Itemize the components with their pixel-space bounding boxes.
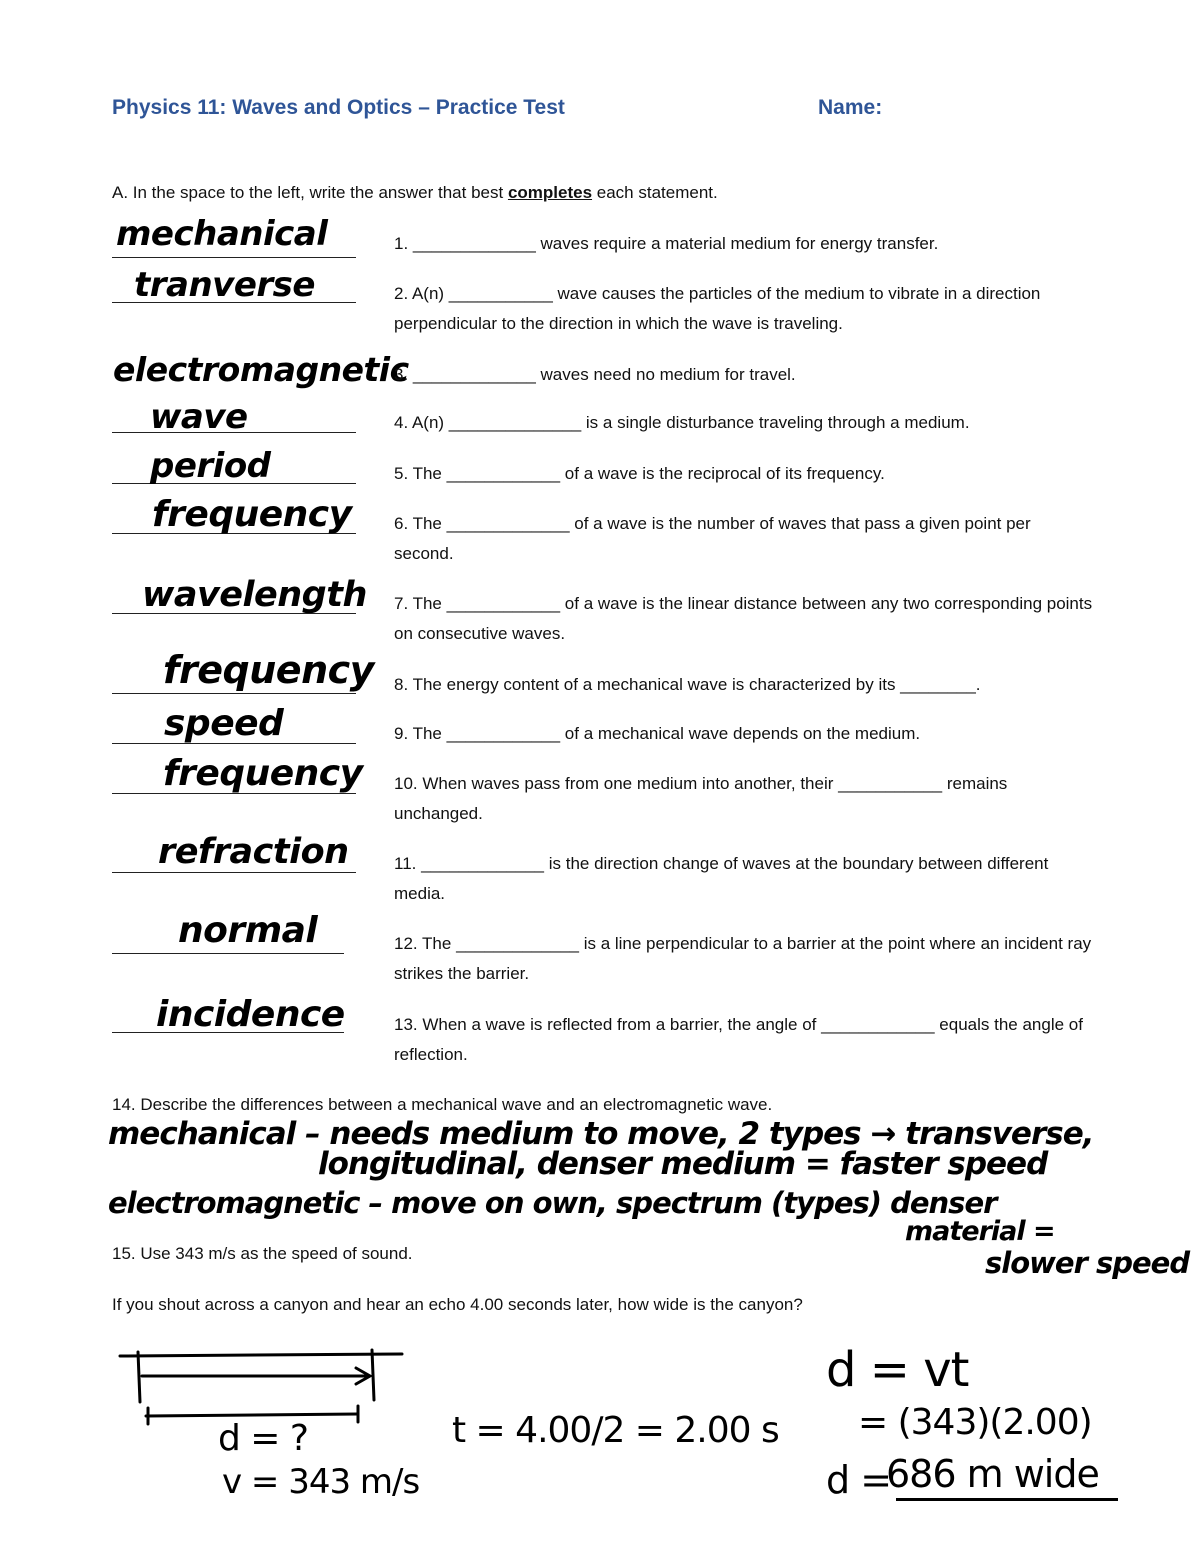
question-12: 12. The _____________ is a line perpendicular to a barrier at the point where an incident ray strikes the barrier. [394,934,1092,983]
answer-blank-1[interactable] [112,257,356,258]
handwritten-answer-13: incidence [156,994,345,1035]
answer-blank-12[interactable] [112,953,344,954]
question-14-prompt: 14. Describe the differences between a mechanical wave and an electromagnetic wave. [112,1095,773,1114]
handwritten-answer-9: speed [164,703,284,744]
question-10: 10. When waves pass from one medium into another, their ___________ remains unchanged. [394,774,1008,823]
handwritten-answer-5: period [150,446,271,486]
instructions-suffix: each statement. [592,183,718,202]
time-calculation: t = 4.00/2 = 2.00 s [452,1410,779,1451]
final-result: 686 m wide [886,1452,1099,1496]
handwritten-answer-10: frequency [163,753,363,794]
question-5: 5. The ____________ of a wave is the reciprocal of its frequency. [394,464,885,483]
question-15-text: If you shout across a canyon and hear an echo 4.00 seconds later, how wide is the canyon? [112,1295,803,1314]
q14-answer-line-1: mechanical – needs medium to move, 2 types → transverse, [108,1116,1094,1152]
substitution: = (343)(2.00) [858,1402,1092,1443]
question-11: 11. _____________ is the direction change of waves at the boundary between different media. [394,854,1049,903]
handwritten-answer-11: refraction [158,832,349,872]
answer-blank-11[interactable] [112,872,356,873]
instructions-prefix: A. In the space to the left, write the answer that best [112,183,508,202]
question-8: 8. The energy content of a mechanical wave is characterized by its ________. [394,675,981,694]
section-instructions [112,183,718,203]
q14-answer-line-2: longitudinal, denser medium = faster speed [318,1146,1048,1182]
result-prefix: d = [826,1458,892,1502]
canyon-diagram [110,1340,420,1430]
q14-answer-line-5: slower speed [985,1246,1190,1280]
name-label: Name: [818,96,883,119]
page-title: Physics 11: Waves and Optics – Practice Test [112,96,565,119]
formula: d = vt [826,1342,969,1398]
handwritten-answer-1: mechanical [116,214,328,254]
diagram-speed-label: v = 343 m/s [222,1462,420,1502]
question-6: 6. The _____________ of a wave is the number of waves that pass a given point per second. [394,514,1031,563]
q14-answer-line-3: electromagnetic – move on own, spectrum (types) denser [108,1186,997,1220]
question-13: 13. When a wave is reflected from a barrier, the angle of ____________ equals the angle of reflection. [394,1015,1083,1064]
handwritten-answer-3: electromagnetic [113,350,409,389]
question-3: 3. _____________ waves need no medium for travel. [394,365,796,384]
instructions-emphasis: completes [507,183,593,202]
question-4: 4. A(n) ______________ is a single disturbance traveling through a medium. [394,413,970,432]
question-15-prompt: 15. Use 343 m/s as the speed of sound. [112,1244,413,1263]
handwritten-answer-2: tranverse [134,265,315,305]
question-2: 2. A(n) ___________ wave causes the particles of the medium to vibrate in a direction perpendicular to the direction in which the wave is traveling. [394,284,1041,333]
question-1: 1. _____________ waves require a material medium for energy transfer. [394,234,939,253]
question-9: 9. The ____________ of a mechanical wave depends on the medium. [394,724,921,743]
handwritten-answer-8: frequency [163,648,374,692]
diagram-distance-label: d = ? [218,1418,309,1459]
question-7: 7. The ____________ of a wave is the linear distance between any two corresponding points on consecutive waves. [394,594,1093,643]
answer-blank-8[interactable] [112,693,356,694]
handwritten-answer-6: frequency [152,494,352,535]
q14-answer-line-4: material = [905,1216,1055,1247]
handwritten-answer-4: wave [150,397,248,437]
handwritten-answer-7: wavelength [142,575,367,615]
handwritten-answer-12: normal [178,910,318,951]
result-underline [896,1498,1118,1501]
